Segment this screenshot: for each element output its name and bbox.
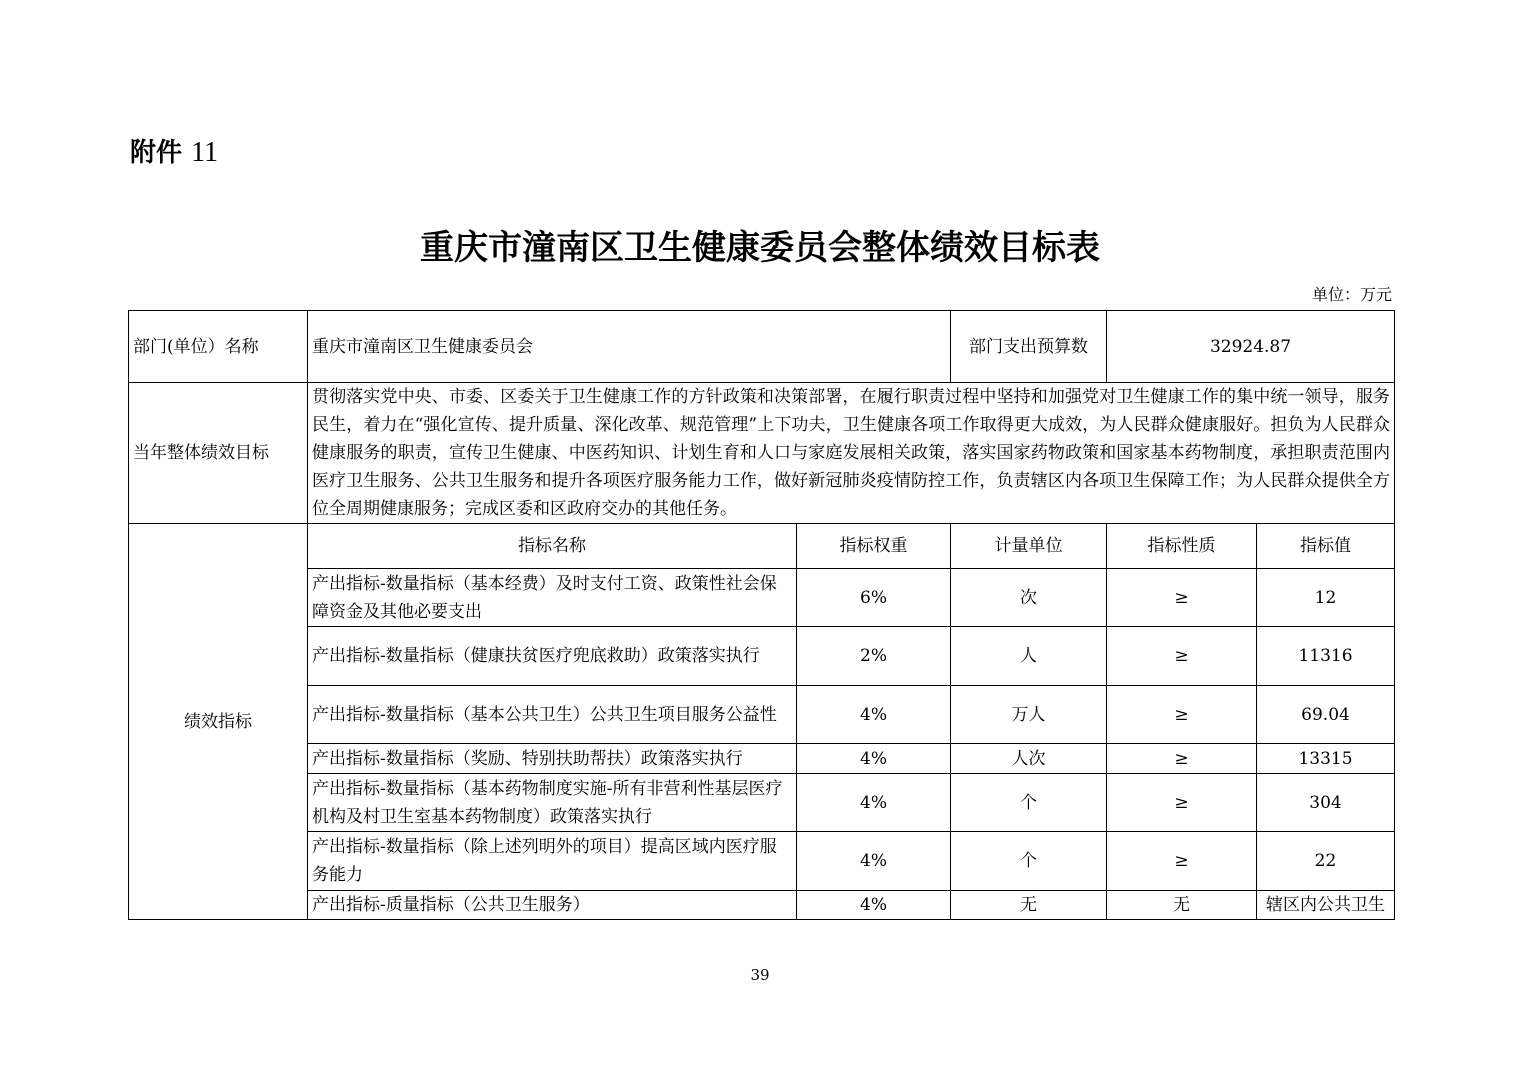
dept-row xyxy=(129,311,1395,383)
col-header-name: 指标名称 xyxy=(308,524,797,569)
col-header-weight: 指标权重 xyxy=(797,524,951,569)
indicator-weight: 4% xyxy=(797,744,951,774)
indicator-value: 22 xyxy=(1257,832,1395,891)
col-header-unit: 计量单位 xyxy=(951,524,1107,569)
goal-text: 贯彻落实党中央、市委、区委关于卫生健康工作的方针政策和决策部署，在履行职责过程中坚持和加强党对卫生健康工作的集中统一领导，服务民生，着力在“强化宣传、提升质量、深化改革、规范管理”上下功夫，卫生健康各项工作取得更大成效，为人民群众健康服好。担负为人民群众健康服务的职责，宣传卫生健康、中医药知识、计划生育和人口与家庭发展相关政策，落实国家药物政策和国家基本药物制度，承担职责范围内医疗卫生服务、公共卫生服务和提升各项医疗服务能力工作，做好新冠肺炎疫情防控工作，负责辖区内各项卫生保障工作；为人民群众提供全方位全周期健康服务；完成区委和区政府交办的其他任务。 xyxy=(308,383,1395,524)
indicator-unit: 个 xyxy=(951,774,1107,832)
table-row xyxy=(129,832,1395,891)
budget-value: 32924.87 xyxy=(1107,311,1395,383)
indicator-section-label: 绩效指标 xyxy=(129,524,308,920)
indicator-weight: 2% xyxy=(797,627,951,686)
indicator-nature: ≥ xyxy=(1107,832,1257,891)
indicator-nature: ≥ xyxy=(1107,569,1257,627)
indicator-name: 产出指标-数量指标（基本公共卫生）公共卫生项目服务公益性 xyxy=(308,686,797,744)
indicator-weight: 4% xyxy=(797,832,951,891)
page-number: 39 xyxy=(750,966,770,984)
table-row xyxy=(129,569,1395,627)
table-row xyxy=(129,686,1395,744)
attachment-number: 11 xyxy=(191,137,219,168)
page-title: 重庆市潼南区卫生健康委员会整体绩效目标表 xyxy=(420,228,1100,268)
indicator-unit: 人次 xyxy=(951,744,1107,774)
goal-label: 当年整体绩效目标 xyxy=(129,383,308,524)
indicator-unit: 万人 xyxy=(951,686,1107,744)
indicator-name: 产出指标-数量指标（基本经费）及时支付工资、政策性社会保障资金及其他必要支出 xyxy=(308,569,797,627)
table-row xyxy=(129,774,1395,832)
indicator-unit: 次 xyxy=(951,569,1107,627)
indicator-nature: ≥ xyxy=(1107,627,1257,686)
attachment-label xyxy=(130,132,218,169)
attachment-text: 附件 xyxy=(130,138,183,168)
indicator-header-row xyxy=(129,524,1395,569)
table-row xyxy=(129,744,1395,774)
dept-label: 部门(单位）名称 xyxy=(129,311,308,383)
indicator-value: 辖区内公共卫生 xyxy=(1257,891,1395,920)
goal-row xyxy=(129,383,1395,524)
indicator-unit: 人 xyxy=(951,627,1107,686)
indicator-name: 产出指标-数量指标（除上述列明外的项目）提高区域内医疗服务能力 xyxy=(308,832,797,891)
indicator-weight: 6% xyxy=(797,569,951,627)
budget-label: 部门支出预算数 xyxy=(951,311,1107,383)
indicator-nature: ≥ xyxy=(1107,774,1257,832)
indicator-nature: ≥ xyxy=(1107,744,1257,774)
dept-name: 重庆市潼南区卫生健康委员会 xyxy=(308,311,951,383)
col-header-nature: 指标性质 xyxy=(1107,524,1257,569)
table-row xyxy=(129,627,1395,686)
indicator-nature: 无 xyxy=(1107,891,1257,920)
indicator-name: 产出指标-数量指标（奖励、特别扶助帮扶）政策落实执行 xyxy=(308,744,797,774)
indicator-value: 304 xyxy=(1257,774,1395,832)
col-header-value: 指标值 xyxy=(1257,524,1395,569)
indicator-name: 产出指标-数量指标（健康扶贫医疗兜底救助）政策落实执行 xyxy=(308,627,797,686)
indicator-weight: 4% xyxy=(797,686,951,744)
indicator-weight: 4% xyxy=(797,891,951,920)
indicator-name: 产出指标-数量指标（基本药物制度实施-所有非营利性基层医疗机构及村卫生室基本药物制度）政策落实执行 xyxy=(308,774,797,832)
indicator-name: 产出指标-质量指标（公共卫生服务） xyxy=(308,891,797,920)
indicator-unit: 个 xyxy=(951,832,1107,891)
indicator-weight: 4% xyxy=(797,774,951,832)
indicator-nature: ≥ xyxy=(1107,686,1257,744)
table-row xyxy=(129,891,1395,920)
indicator-value: 13315 xyxy=(1257,744,1395,774)
indicator-value: 11316 xyxy=(1257,627,1395,686)
performance-table xyxy=(128,310,1395,920)
indicator-value: 12 xyxy=(1257,569,1395,627)
indicator-value: 69.04 xyxy=(1257,686,1395,744)
unit-label: 单位：万元 xyxy=(1311,285,1392,304)
indicator-unit: 无 xyxy=(951,891,1107,920)
